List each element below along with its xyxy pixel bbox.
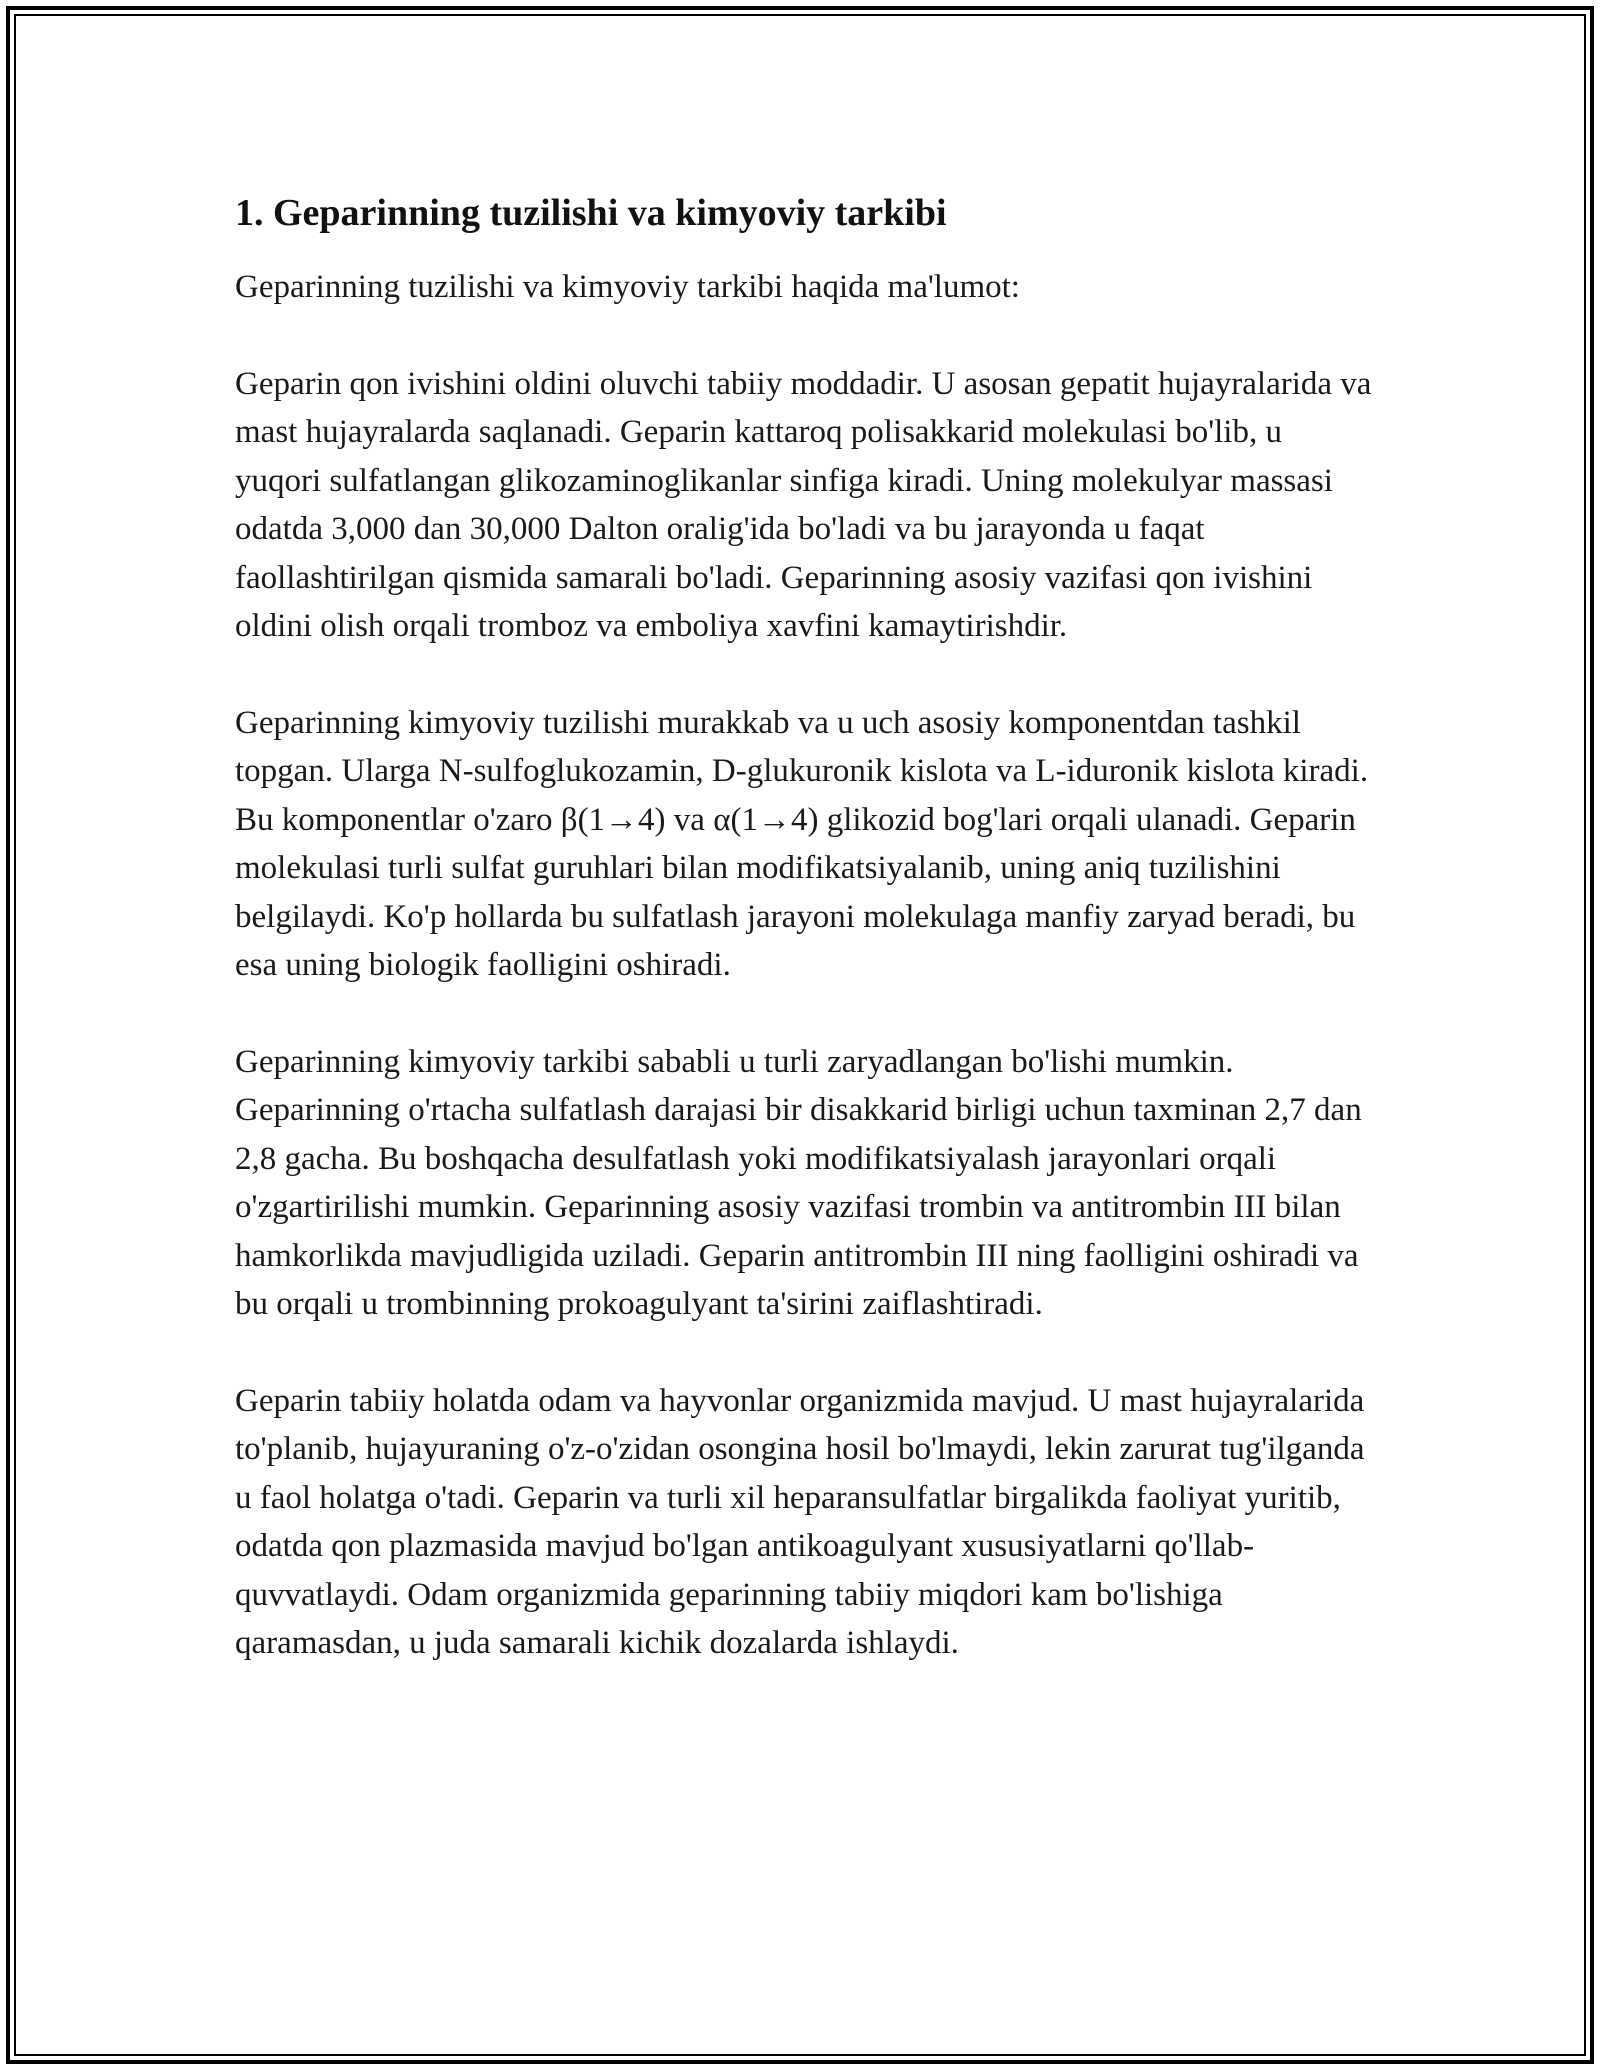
body-paragraph-2: Geparinning kimyoviy tuzilishi murakkab va u uch asosiy komponentdan tashkil topgan. Ularga N-sulfoglukozamin, D-glukuronik kislota va L-iduronik kislota kiradi. Bu komponentlar o'zaro β(1→4) va α(1→4) glikozid bog'lari orqali ulanadi. Geparin molekulasi turli sulfat guruhlari bilan modifikatsiyalanib, uning aniq tuzilishini belgilaydi. Ko'p hollarda bu sulfatlash jarayoni molekulaga manfiy zaryad beradi, bu esa uning biologik faolligini oshiradi. <box>235 704 1369 983</box>
body-paragraph-3: Geparinning kimyoviy tarkibi sababli u turli zaryadlangan bo'lishi mumkin. Geparinning o'rtacha sulfatlash darajasi bir disakkarid birligi uchun taxminan 2,7 dan 2,8 gacha. Bu boshqacha desulfatlash yoki modifikatsiyalash jarayonlari orqali o'zgartirilishi mumkin. Geparinning asosiy vazifasi trombin va antitrombin III bilan hamkorlikda mavjudligida uziladi. Geparin antitrombin III ning faolligini oshiradi va bu orqali u trombinning prokoagulyant ta'sirini zaiflashtiradi. <box>235 1043 1362 1322</box>
body-paragraph-4: Geparin tabiiy holatda odam va hayvonlar organizmida mavjud. U mast hujayralarida to'planib, hujayuraning o'z-o'zidan osongina hosil bo'lmaydi, lekin zarurat tug'ilganda u faol holatga o'tadi. Geparin va turli xil heparansulfatlar birgalikda faoliyat yuritib, odatda qon plazmasida mavjud bo'lgan antikoagulyant xususiyatlarni qo'llab-quvvatlaydi. Odam organizmida geparinning tabiiy miqdori kam bo'lishiga qaramasdan, u juda samarali kichik dozalarda ishlaydi. <box>235 1382 1365 1661</box>
document-body <box>235 185 1375 1716</box>
body-paragraph-1: Geparin qon ivishini oldini oluvchi tabiiy moddadir. U asosan gepatit hujayralarida va mast hujayralarda saqlanadi. Geparin kattaroq polisakkarid molekulasi bo'lib, u yuqori sulfatlangan glikozaminoglikanlar sinfiga kiradi. Uning molekulyar massasi odatda 3,000 dan 30,000 Dalton oralig'ida bo'ladi va bu jarayonda u faqat faollashtirilgan qismida samarali bo'ladi. Geparinning asosiy vazifasi qon ivishini oldini olish orqali tromboz va emboliya xavfini kamaytirishdir. <box>235 365 1372 644</box>
intro-paragraph: Geparinning tuzilishi va kimyoviy tarkibi haqida ma'lumot: <box>235 269 1020 305</box>
section-heading: 1. Geparinning tuzilishi va kimyoviy tarkibi <box>235 192 947 234</box>
